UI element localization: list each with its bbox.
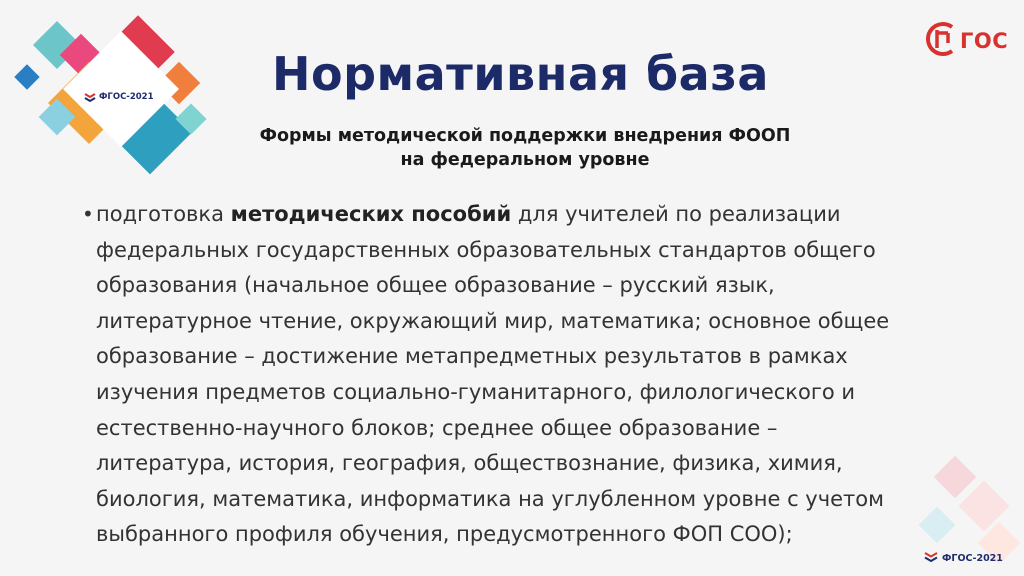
bullet-marker: • — [82, 202, 94, 226]
fgos-logo-icon — [924, 19, 958, 63]
fgos-logo — [924, 18, 1008, 64]
text-line: выбранного профиля обучения, предусмотренного ФОП СОО); — [96, 522, 793, 547]
fgos-logo-text: ГОС — [960, 29, 1009, 53]
text-line: литература, история, география, обществознание, физика, химия, — [96, 451, 843, 476]
text-line: естественно-научного блоков; среднее общее образование – — [96, 415, 778, 440]
page-subtitle — [250, 124, 800, 172]
subtitle-line-2: на федеральном уровне — [400, 150, 650, 170]
text-line: федеральных государственных образовательных стандартов общего — [96, 237, 876, 262]
fgos-footer-text: ФГОС-2021 — [942, 552, 1003, 564]
emphasis-text: методических пособий — [230, 202, 512, 226]
text-line: изучения предметов социально-гуманитарного, филологического и — [96, 379, 856, 404]
text-segment: подготовка — [96, 202, 231, 226]
fgos-mark-icon — [84, 92, 96, 102]
fgos-2021-footer-logo — [924, 550, 1003, 566]
text-line: образование – достижение метапредметных результатов в рамках — [96, 344, 848, 369]
page-title: Нормативная база — [272, 47, 769, 101]
text-line: образования (начальное общее образование – русский язык, — [96, 273, 775, 298]
decorative-diamonds — [0, 0, 240, 190]
fgos-2021-badge — [84, 86, 166, 108]
text-line: литературное чтение, окружающий мир, математика; основное общее — [96, 308, 890, 333]
fgos-mark-icon — [924, 551, 938, 565]
text-line: биология, математика, информатика на углубленном уровне с учетом — [96, 486, 884, 511]
text-segment: для учителей по реализации — [511, 202, 841, 226]
text-line — [96, 197, 1002, 233]
subtitle-line-1: Формы методической поддержки внедрения ФООП — [259, 126, 791, 146]
fgos-badge-text: ФГОС-2021 — [99, 92, 154, 102]
